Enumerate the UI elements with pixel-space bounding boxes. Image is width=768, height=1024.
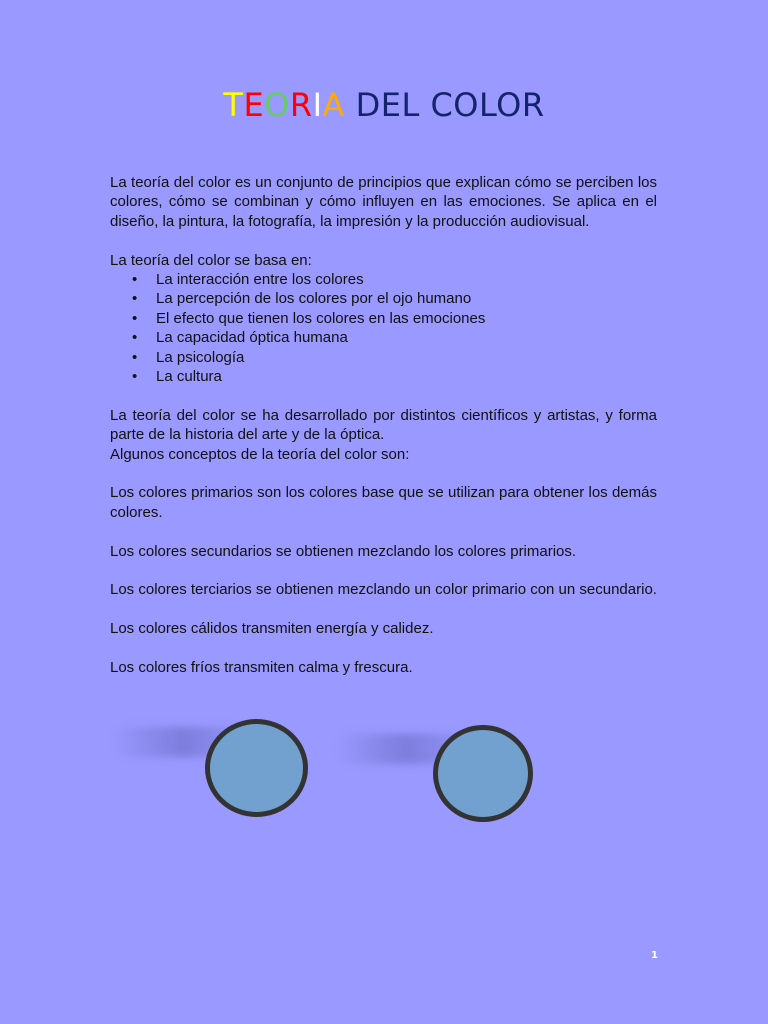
title-letter: A [322,86,345,124]
title-rest: DEL COLOR [344,86,545,124]
paragraph-cold: Los colores fríos transmiten calma y frescura. [110,659,413,677]
page-number: 1 [651,950,658,961]
list-item: • La cultura [156,367,657,386]
list-item: • La interacción entre los colores [156,270,657,289]
list-item: • La capacidad óptica humana [156,328,657,347]
basis-list [110,270,657,386]
title-letter: T [223,86,244,124]
title-letter: E [243,86,265,124]
paragraph-history: La teoría del color se ha desarrollado por distintos científicos y artistas, y forma parte de la historia del arte y de la óptica. [110,406,657,444]
paragraph-basis-lead: La teoría del color se basa en: [110,251,312,269]
list-item: • La psicología [156,348,657,367]
paragraph-concepts-lead: Algunos conceptos de la teoría del color son: [110,445,410,463]
title-letter: O [264,86,290,124]
page-title [0,84,768,126]
paragraph-intro: La teoría del color es un conjunto de principios que explican cómo se perciben los colores, cómo se combinan y cómo influyen en las emociones. Se aplica en el diseño, la pintura, la fotografía, la impresión y la producción audiovisual. [110,174,657,230]
body-text [110,173,657,677]
list-item: • La percepción de los colores por el ojo humano [156,289,657,308]
title-letter: R [289,86,313,124]
left-lens-circle [205,719,308,817]
paragraph-tertiary: Los colores terciarios se obtienen mezclando un color primario con un secundario. [110,581,657,599]
paragraph-primary: Los colores primarios son los colores base que se utilizan para obtener los demás colores. [110,484,657,521]
title-colored-word [223,86,345,124]
title-letter: I [312,86,323,124]
paragraph-secondary: Los colores secundarios se obtienen mezclando los colores primarios. [110,542,577,560]
right-lens-circle [433,725,533,822]
list-item: • El efecto que tienen los colores en las emociones [156,309,657,328]
paragraph-warm: Los colores cálidos transmiten energía y calidez. [110,620,434,638]
